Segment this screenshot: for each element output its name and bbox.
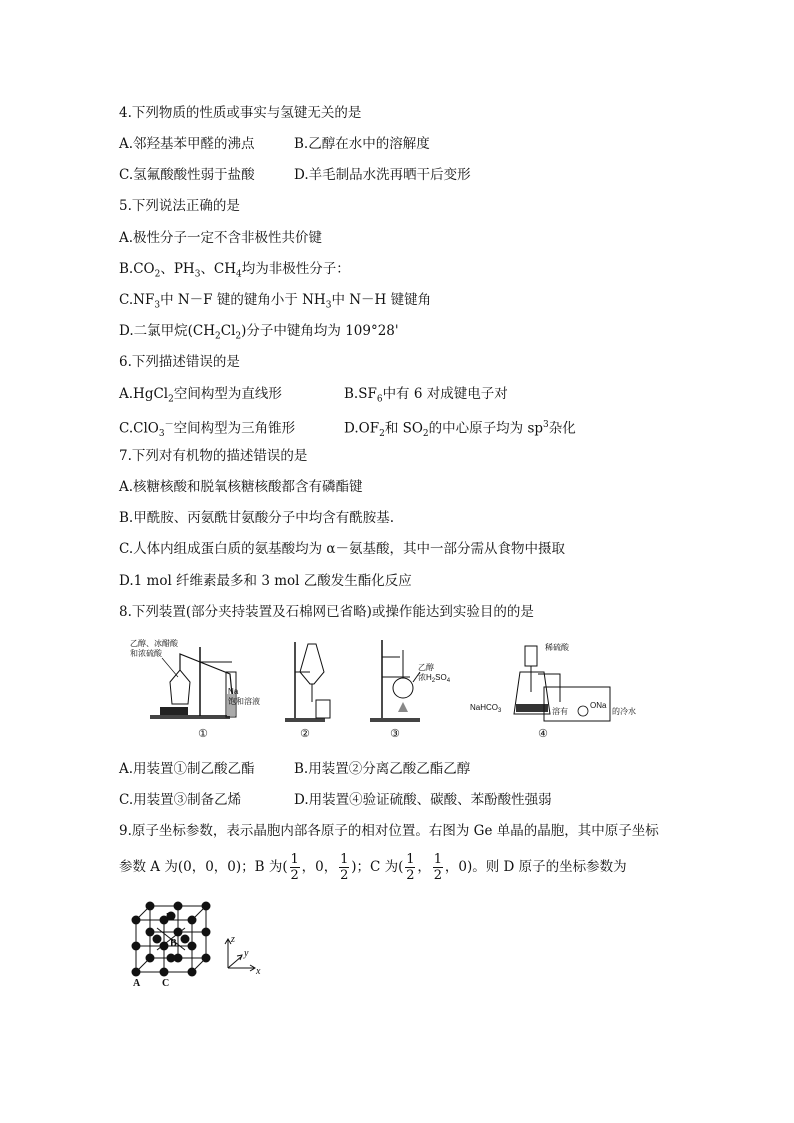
q7-stem: 7.下列对有机物的描述错误的是 xyxy=(119,448,308,464)
q6-a-post: 空间构型为直线形 xyxy=(173,386,282,402)
f2-number: ② xyxy=(300,728,310,740)
q5-b-mid2: 、CH xyxy=(200,261,237,277)
q5-option-b: $B.CO_2$、$PH_3$、$CH_4$均为非极性分子： xyxy=(119,261,350,280)
f4-number: ④ xyxy=(538,728,548,740)
fraction-half: $\frac{1}{2}$ xyxy=(340,852,349,883)
f1-label-top2: 和浓硫酸 xyxy=(130,649,162,658)
q8-option-d: D.用装置④验证硫酸、碳酸、苯酚酸性强弱 xyxy=(294,792,552,808)
q5-c-pre: C.NF xyxy=(119,292,155,308)
q4-option-a: A.邻羟基苯甲醛的沸点 xyxy=(119,136,255,152)
q9-l2-a: 参数 A 为(0，0，0)；B 为( xyxy=(119,859,288,875)
q4-option-d: D.羊毛制品水洗再晒干后变形 xyxy=(294,167,471,183)
q6-d-mid2: 的中心原子均为 sp xyxy=(428,420,544,437)
atom-label-c: C xyxy=(162,978,170,988)
q4-option-c: C.氢氟酸酸性弱于盐酸 xyxy=(119,167,255,183)
q5-c-mid: 中 N－F 键的键角小于 NH xyxy=(160,292,326,308)
f4-label-left: NaHCO$_3$ xyxy=(470,703,502,714)
q6-c-post: 空间构型为三角锥形 xyxy=(173,420,296,437)
q6-d-post: 杂化 xyxy=(548,420,576,437)
q7-option-d: D.1 mol 纤维素最多和 3 mol 乙酸发生酯化反应 xyxy=(119,573,412,589)
q6-b-post: 中有 6 对成键电子对 xyxy=(382,386,508,402)
q5-option-a: A.极性分子一定不含非极性共价键 xyxy=(119,230,323,246)
apparatus-4 xyxy=(470,642,636,740)
atom-label-b: B xyxy=(170,938,177,949)
q9-line2 xyxy=(119,850,627,884)
f1-label-top1: 乙醇、冰醋酸 xyxy=(130,639,178,648)
f1-label-right2: 饱和溶液 xyxy=(228,697,260,706)
q7-option-a: A.核糖核酸和脱氧核糖核酸都含有磷酯键 xyxy=(119,479,363,495)
q9-line1: 9.原子坐标参数，表示晶胞内部各原子的相对位置。右图为 Ge 单晶的晶胞，其中原子坐标 xyxy=(119,823,659,839)
apparatus-2 xyxy=(285,642,330,740)
f4-label-right1: 溶有 xyxy=(552,707,568,716)
axis-label-z: z xyxy=(231,934,235,945)
f3-label2: 浓$H_2SO_4$ xyxy=(418,673,451,684)
axis-label-x: x xyxy=(256,966,261,977)
f1-number: ① xyxy=(198,728,208,740)
q7-option-b: B.甲酰胺、丙氨酰甘氨酸分子中均含有酰胺基. xyxy=(119,510,395,526)
q6-stem: 6.下列描述错误的是 xyxy=(119,354,240,370)
q6-d-pre: D.OF xyxy=(344,420,380,437)
q7-option-c: C.人体内组成蛋白质的氨基酸均为 α－氨基酸，其中一部分需从食物中摄取 xyxy=(119,541,566,557)
q9-l2-d: ， xyxy=(417,859,431,875)
f4-label-right2: 的冷水 xyxy=(612,707,636,716)
q5-d-pre: D.二氯甲烷(CH xyxy=(119,323,216,339)
q5-d-mid: Cl xyxy=(220,323,236,339)
fraction-half: $\frac{1}{2}$ xyxy=(290,852,299,883)
q6-option-a: A.HgCl$_2$空间构型为直线形 xyxy=(119,386,282,405)
q4-option-b: B.乙醇在水中的溶解度 xyxy=(294,136,430,152)
axes-icon xyxy=(225,939,255,971)
q9-l2-b: ，0， xyxy=(301,859,338,875)
q6-a-pre: A.HgCl xyxy=(119,386,169,402)
q6-option-c: C.ClO$_3$－空间构型为三角锥形 xyxy=(119,420,296,440)
q5-b-mid1: 、PH xyxy=(160,261,195,277)
q5-d-post: )分子中键角均为 109°28' xyxy=(241,323,399,339)
f4-label-ona: ONa xyxy=(590,701,607,710)
q5-b-pre: B.CO xyxy=(119,261,155,277)
q8-stem: 8.下列装置(部分夹持装置及石棉网已省略)或操作能达到实验目的的是 xyxy=(119,604,534,620)
q5-stem: 5.下列说法正确的是 xyxy=(119,198,240,214)
f1-label-right1: Na xyxy=(228,687,239,696)
q8-option-b: B.用装置②分离乙酸乙酯乙醇 xyxy=(294,761,471,777)
q5-option-c: $C.NF_3$中 N－F 键的键角小于 $NH_3$中 N－H 键键角 xyxy=(119,292,432,311)
q5-c-post: 中 N－H 键键角 xyxy=(331,292,432,308)
q6-c-pre: C.ClO xyxy=(119,420,159,437)
q6-option-d: $D.OF_2$和 $SO_2$的中心原子均为 $sp^3$杂化 xyxy=(344,420,576,440)
f3-label1: 乙醇 xyxy=(418,663,434,672)
fraction-half: $\frac{1}{2}$ xyxy=(406,852,415,883)
q6-d-mid: 和 SO xyxy=(384,420,423,437)
q9-l2-c: )；C 为( xyxy=(351,859,404,875)
q8-apparatus-figure xyxy=(120,632,700,742)
q5-option-d: D.二氯甲烷$(CH_2Cl_2)$分子中键角均为 109°28' xyxy=(119,323,399,342)
q8-option-c: C.用装置③制备乙烯 xyxy=(119,792,242,808)
f3-number: ③ xyxy=(390,728,400,740)
q6-b-pre: B.SF xyxy=(344,386,377,402)
q6-option-b: $B.SF_6$中有 6 对成键电子对 xyxy=(344,386,508,405)
ge-unit-cell-figure xyxy=(124,898,274,988)
q8-option-a: A.用装置①制乙酸乙酯 xyxy=(119,761,255,777)
f4-label-acid: 稀硫酸 xyxy=(545,643,569,652)
fraction-half: $\frac{1}{2}$ xyxy=(433,852,443,883)
atom-label-a: A xyxy=(133,978,141,988)
apparatus-1 xyxy=(130,638,260,740)
q5-b-post: 均为非极性分子： xyxy=(241,261,350,277)
axis-label-y: y xyxy=(244,948,249,959)
atom-label-d: D xyxy=(166,912,174,923)
q9-l2-e: ，0)。则 D 原子的坐标参数为 xyxy=(444,859,627,875)
q4-stem: 4.下列物质的性质或事实与氢键无关的是 xyxy=(119,105,362,121)
apparatus-3 xyxy=(370,640,451,740)
